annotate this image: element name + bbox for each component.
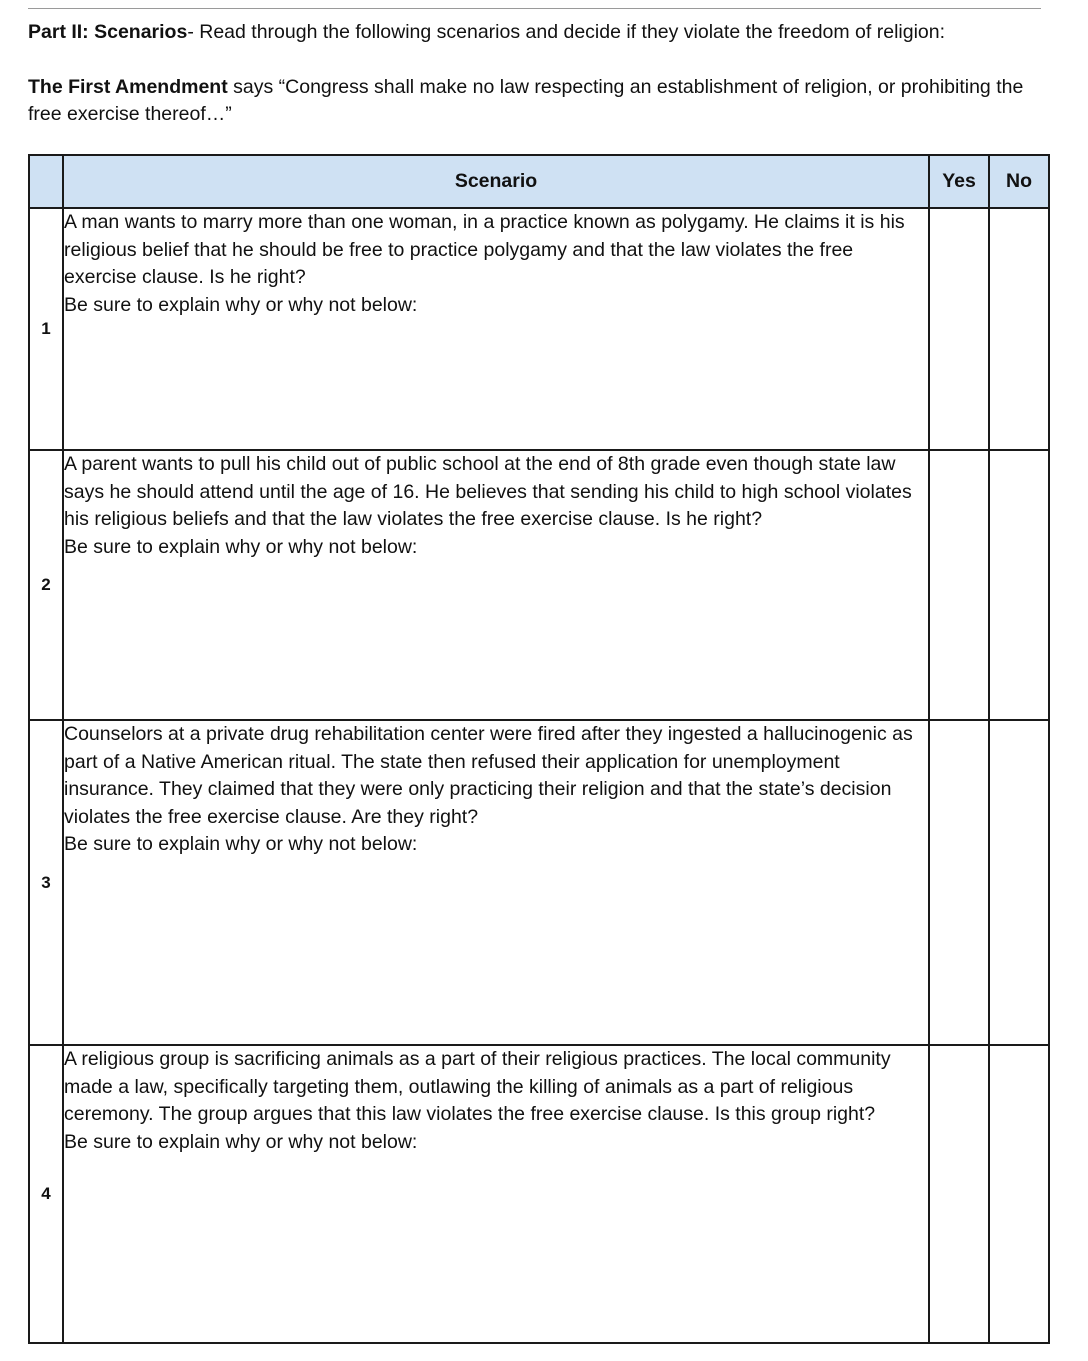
table-header-row [29, 155, 1049, 208]
scenario-number: 4 [29, 1045, 63, 1343]
scenario-number: 2 [29, 450, 63, 720]
explain-prompt: Be sure to explain why or why not below: [64, 1130, 418, 1153]
yes-checkbox-cell[interactable] [929, 450, 989, 720]
part-instructions: - Read through the following scenarios and decide if they violate the freedom of religion: [187, 21, 946, 43]
table-row [29, 1045, 1049, 1343]
no-checkbox-cell[interactable] [989, 720, 1049, 1045]
scenario-cell[interactable] [63, 450, 929, 720]
top-rule [28, 8, 1041, 9]
amendment-quote [28, 74, 1058, 128]
part-label: Part II: Scenarios [28, 21, 188, 43]
explain-prompt: Be sure to explain why or why not below: [64, 833, 418, 855]
scenario-cell[interactable] [63, 1045, 929, 1343]
table-row [29, 208, 1049, 450]
no-checkbox-cell[interactable] [989, 450, 1049, 720]
yes-checkbox-cell[interactable] [929, 1045, 989, 1343]
scenario-text: A religious group is sacrificing animals as a part of their religious practices. The local community made a law, specifically targeting them, outlawing the killing of animals as a part of religious ceremony. The group argues that this law violates the free exercise clause. Is this group right? [64, 1048, 891, 1125]
scenario-text: Counselors at a private drug rehabilitation center were fired after they ingested a hallucinogenic as part of a Native American ritual. The state then refused their application for unemployment insurance. They claimed that they were only practicing their religion and that the state’s decision violates the free exercise clause. Are they right? [64, 723, 913, 828]
no-column-header: No [989, 155, 1049, 208]
scenario-number: 1 [29, 208, 63, 450]
no-checkbox-cell[interactable] [989, 208, 1049, 450]
scenario-column-header: Scenario [63, 155, 929, 208]
number-column-header [29, 155, 63, 208]
table-row [29, 720, 1049, 1045]
scenario-cell[interactable] [63, 720, 929, 1045]
scenario-text: A man wants to marry more than one woman, in a practice known as polygamy. He claims it is his religious belief that he should be free to practice polygamy and that the law violates the free exercise clause. Is he right? [64, 211, 905, 288]
table-row [29, 450, 1049, 720]
part-heading [28, 18, 945, 46]
yes-checkbox-cell[interactable] [929, 720, 989, 1045]
amendment-text: says “Congress shall make no law respecting an establishment of religion, or prohibiting the free exercise thereof…” [28, 76, 1024, 125]
no-checkbox-cell[interactable] [989, 1045, 1049, 1343]
amendment-label: The First Amendment [28, 76, 228, 98]
scenario-table [28, 154, 1050, 1344]
explain-prompt: Be sure to explain why or why not below: [64, 293, 418, 316]
explain-prompt: Be sure to explain why or why not below: [64, 535, 418, 558]
scenario-text: A parent wants to pull his child out of public school at the end of 8th grade even though state law says he should attend until the age of 16. He believes that sending his child to high school violates his religious beliefs and that the law violates the free exercise clause. Is he right? [64, 453, 912, 530]
scenario-cell[interactable] [63, 208, 929, 450]
yes-checkbox-cell[interactable] [929, 208, 989, 450]
yes-column-header: Yes [929, 155, 989, 208]
scenario-number: 3 [29, 720, 63, 1045]
